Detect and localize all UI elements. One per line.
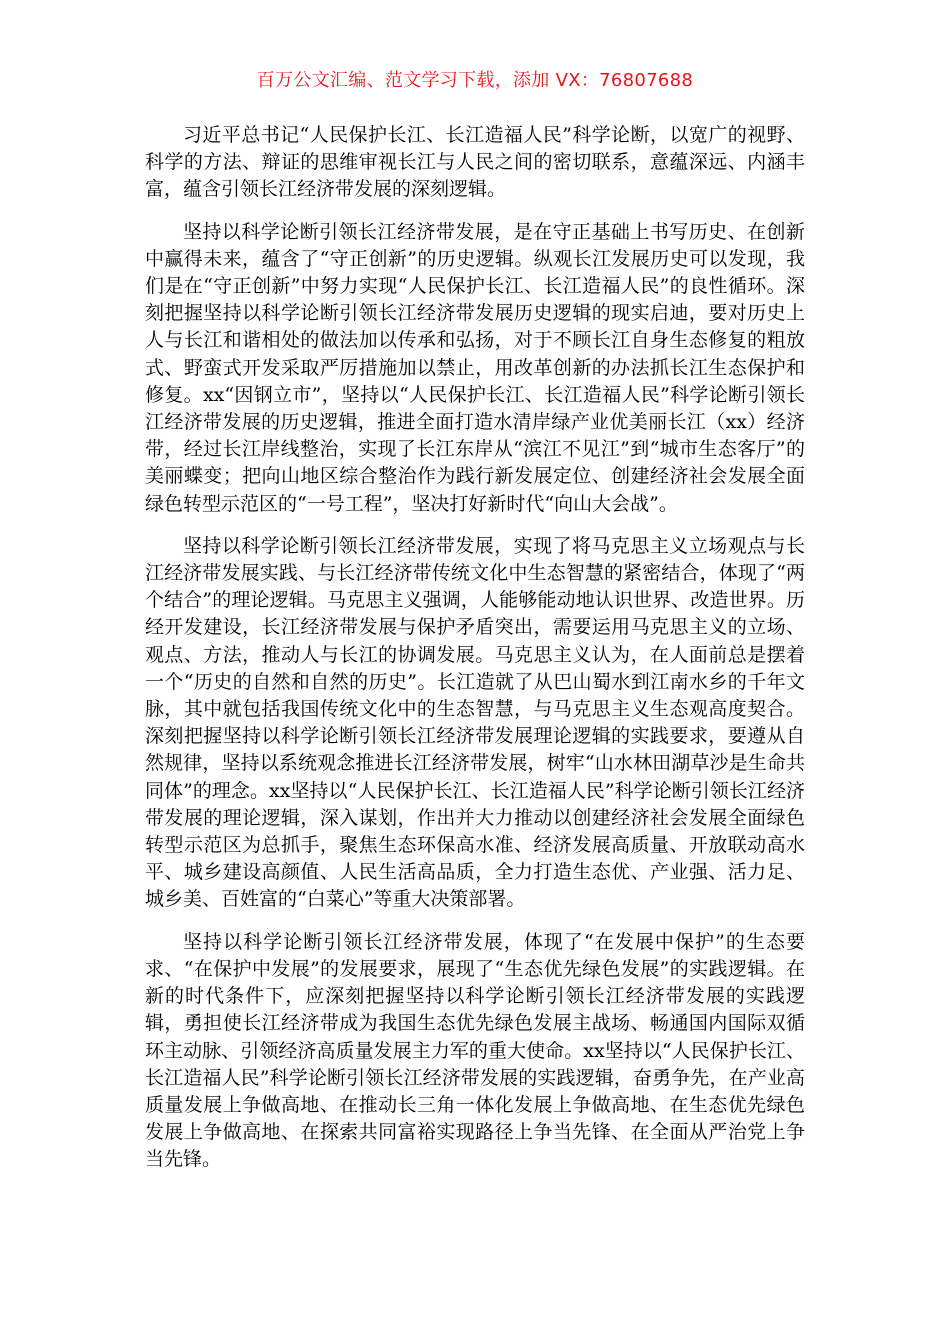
paragraph-3: 坚持以科学论断引领长江经济带发展，实现了将马克思主义立场观点与长江经济带发展实践、与长江经济带传统文化中生态智慧的紧密结合，体现了“两个结合”的理论逻辑。马克思主义强调，人能够能动地认识世界、改造世界。历经开发建设，长江经济带发展与保护矛盾突出，需要运用马克思主义的立场、观点、方法，推动人与长江的协调发展。马克思主义认为，在人面前总是摆着一个“历史的自然和自然的历史”。长江造就了从巴山蜀水到江南水乡的千年文脉，其中就包括我国传统文化中的生态智慧，与马克思主义生态观高度契合。深刻把握坚持以科学论断引领长江经济带发展理论逻辑的实践要求，要遵从自然规律，坚持以系统观念推进长江经济带发展，树牢“山水林田湖草沙是生命共同体”的理念。xx坚持以“人民保护长江、长江造福人民”科学论断引领长江经济带发展的理论逻辑，深入谋划，作出并大力推动以创建经济社会发展全面绿色转型示范区为总抓手，聚焦生态环保高水准、经济发展高质量、开放联动高水平、城乡建设高颜值、人民生活高品质，全力打造生态优、产业强、活力足、城乡美、百姓富的“白菜心”等重大决策部署。 bbox=[145, 534, 805, 911]
paragraph-2: 坚持以科学论断引领长江经济带发展，是在守正基础上书写历史、在创新中赢得未来，蕴含了“守正创新”的历史逻辑。纵观长江发展历史可以发现，我们是在“守正创新”中努力实现“人民保护长江、长江造福人民”的良性循环。深刻把握坚持以科学论断引领长江经济带发展历史逻辑的现实启迪，要对历史上人与长江和谐相处的做法加以传承和弘扬，对于不顾长江自身生态修复的粗放式、野蛮式开发采取严厉措施加以禁止，用改革创新的办法抓长江生态保护和修复。xx“因钢立市”，坚持以“人民保护长江、长江造福人民”科学论断引领长江经济带发展的历史逻辑，推进全面打造水清岸绿产业优美丽长江（xx）经济带，经过长江岸线整治，实现了长江东岸从“滨江不见江”到“城市生态客厅”的美丽蝶变；把向山地区综合整治作为践行新发展定位、创建经济社会发展全面绿色转型示范区的“一号工程”，坚决打好新时代“向山大会战”。 bbox=[145, 220, 805, 515]
paragraph-1: 习近平总书记“人民保护长江、长江造福人民”科学论断，以宽广的视野、科学的方法、辩证的思维审视长江与人民之间的密切联系，意蕴深远、内涵丰富，蕴含引领长江经济带发展的深刻逻辑。 bbox=[145, 124, 805, 201]
paragraph-4: 坚持以科学论断引领长江经济带发展，体现了“在发展中保护”的生态要求、“在保护中发展”的发展要求，展现了“生态优先绿色发展”的实践逻辑。在新的时代条件下，应深刻把握坚持以科学论断引领长江经济带发展的实践逻辑，勇担使长江经济带成为我国生态优先绿色发展主战场、畅通国内国际双循环主动脉、引领经济高质量发展主力军的重大使命。xx坚持以“人民保护长江、长江造福人民”科学论断引领长江经济带发展的实践逻辑，奋勇争先，在产业高质量发展上争做高地、在推动长三角一体化发展上争做高地、在生态优先绿色发展上争做高地、在探索共同富裕实现路径上争当先锋、在全面从严治党上争当先锋。 bbox=[145, 930, 805, 1171]
article-body bbox=[145, 122, 805, 1174]
promo-header: 百万公文汇编、范文学习下载，添加 VX：76807688 bbox=[256, 70, 694, 91]
